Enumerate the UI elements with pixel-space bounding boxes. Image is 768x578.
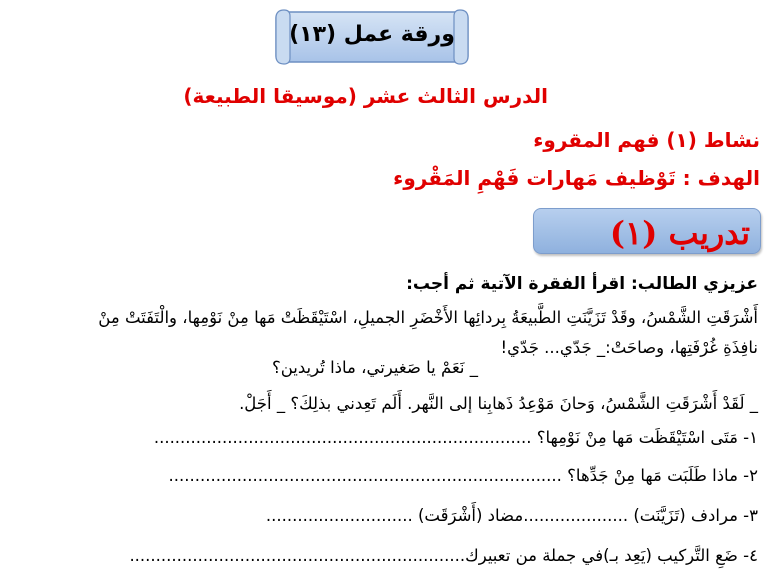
worksheet-title: ورقة عمل (١٣) — [289, 21, 455, 47]
activity-title: نشاط (١) فهم المقروء — [533, 128, 760, 152]
lesson-title: الدرس الثالث عشر (موسيقا الطبيعة) — [183, 84, 548, 108]
paragraph-line-2: نافِذَةِ غُرْفَتِها، وصاحَتْ:_ جَدّي... جَدّي! — [500, 338, 758, 357]
training-label: تدريب (١) — [609, 214, 750, 252]
question-3: ٣- مرادف (تَزَيَّنَت) ....................مضاد (أَشْرَقَت) ............................ — [265, 506, 758, 525]
paragraph-line-1: أَشْرَقَتِ الشَّمْسُ، وقَدْ تَزَيَّنَتِ الطَّبيعَةُ بِردائِها الأَخْضَرِ الجميلِ، اسْتَيْقَظَتْ مَها مِنْ نَوْمِها، والْتَفَتَتْ مِنْ — [98, 308, 758, 327]
instruction-text: عزيزي الطالب: اقرأ الفقرة الآتية ثم أجب: — [406, 274, 758, 294]
question-4: ٤- ضَعِ التَّركيب (يَعِد بـ)في جملة من تعبيرك................................................................ — [129, 546, 758, 565]
paragraph-line-3: _ لَقَدْ أَشْرَقَتِ الشَّمْسُ، وَحانَ مَوْعِدُ ذَهابِنا إلى النَّهر. أَلَم تَعِدني بذلِكَ؟ _ أَجَلْ. — [239, 394, 758, 413]
worksheet-title-banner — [272, 6, 472, 68]
question-1: ١- مَتَى اسْتَيْقَظَت مَها مِنْ نَوْمِها؟ ........................................................................ — [153, 428, 758, 447]
paragraph-line-2-reply: _ نَعَمْ يا صَغيرتي، ماذا تُريدين؟ — [271, 358, 478, 377]
question-2: ٢- ماذا طَلَبَت مَها مِنْ جَدِّها؟ ........................................................................... — [168, 466, 758, 485]
goal-text: الهدف : تَوْظيف مَهارات فَهْمِ المَقْروء — [393, 166, 760, 190]
